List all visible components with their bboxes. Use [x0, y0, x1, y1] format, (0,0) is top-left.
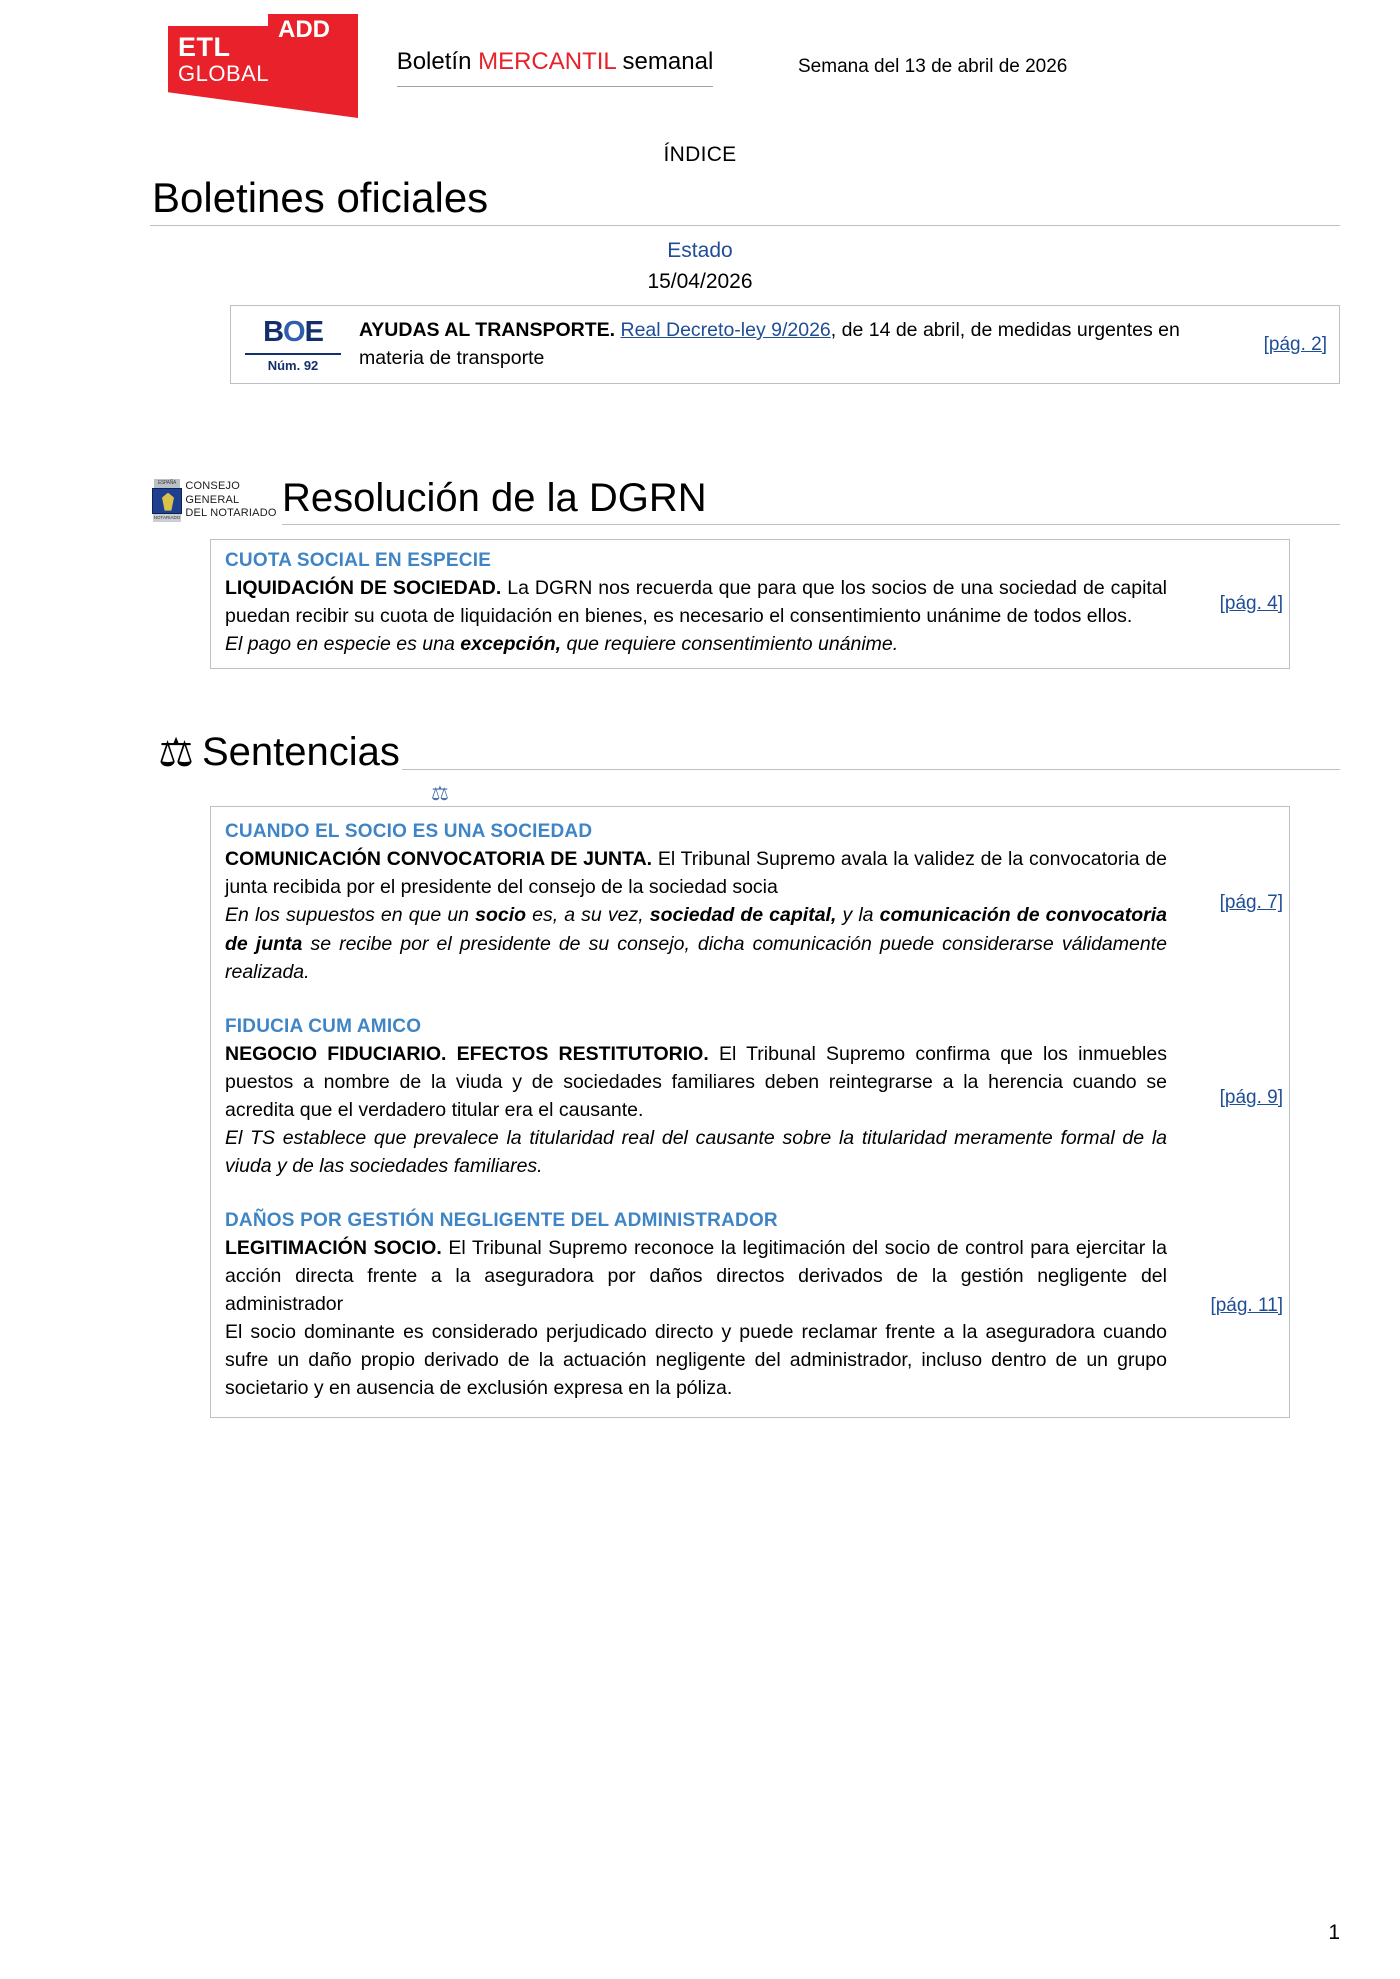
bulletin-title-prefix: Boletín [396, 48, 479, 75]
bulletin-week: Semana del 13 de abril de 2026 [798, 56, 1068, 77]
dgrn-note-bold: excepción, [460, 633, 562, 656]
bulletin-title-wrap [360, 18, 750, 87]
boletines-scope: Estado [667, 239, 733, 263]
section-header-dgrn [0, 476, 1400, 525]
sentencia-page-link[interactable]: [pág. 7] [1219, 892, 1283, 914]
bulletin-title-mid: MERCANTIL [478, 48, 616, 75]
boe-entry-lead: AYUDAS AL TRANSPORTE. [359, 319, 616, 342]
document-header [0, 0, 1400, 123]
sentencia-lead: LEGITIMACIÓN SOCIO. [225, 1237, 442, 1260]
sentencia-page-link[interactable]: [pág. 11] [1210, 1295, 1283, 1317]
sentencia-lead: COMUNICACIÓN CONVOCATORIA DE JUNTA. [225, 848, 653, 871]
sentencia-kicker: FIDUCIA CUM AMICO [225, 1015, 422, 1037]
scales-icon-small: ⚖ [431, 783, 449, 806]
sentencia-item-body [225, 821, 1167, 985]
logo-etl-text: ETL [178, 32, 231, 62]
scales-icon: ⚖ [158, 731, 194, 776]
section-title-dgrn: Resolución de la DGRN [282, 476, 1340, 525]
boletines-date: 15/04/2026 [647, 269, 753, 293]
dgrn-entry-summary [225, 574, 1167, 630]
boe-entry-box[interactable] [230, 305, 1340, 384]
dgrn-entry-page-link[interactable]: [pág. 4] [1219, 593, 1283, 615]
dgrn-note-pre: El pago en especie es una [225, 633, 461, 656]
sentencia-item-body [225, 1210, 1167, 1402]
sentencia-item[interactable] [225, 1210, 1283, 1402]
shield-icon [150, 479, 179, 523]
bulletin-title-suffix: semanal [615, 48, 714, 75]
sentencia-note-f: comunicación de convocatoria de junta [225, 904, 1168, 955]
section-title-sentencias: Sentencias [202, 730, 400, 775]
notariado-line-2: DEL NOTARIADO [185, 507, 277, 520]
sentencia-note-d: sociedad de capital, [649, 904, 837, 927]
sentencia-note-e: y la [836, 904, 880, 927]
section-header-sentencias [0, 731, 1400, 775]
sentencia-note-c: es, a su vez, [526, 904, 650, 927]
dgrn-entry-kicker: CUOTA SOCIAL EN ESPECIE [225, 550, 492, 572]
section-rule-sentencias [402, 736, 1340, 770]
boe-entry-link[interactable]: Real Decreto-ley 9/2026 [620, 319, 831, 342]
dgrn-entry-box[interactable] [210, 539, 1290, 669]
boe-mark-right: E [304, 316, 323, 349]
sentencia-item[interactable] [225, 821, 1283, 985]
sentencia-summary-text: El Tribunal Supremo confirma que los inmuebles puestos a nombre de la viuda y de sociedades familiares deben reintegrarse a la herencia cuando se acredita que el verdadero titular era el causante. [225, 1042, 1167, 1121]
page-number: 1 [1328, 1921, 1340, 1944]
logo-add-text: ADD [278, 16, 330, 43]
sentencia-summary [225, 845, 1167, 901]
logo-global-text: GLOBAL [178, 61, 270, 86]
shield-body [152, 488, 182, 514]
consejo-notariado-logo [150, 479, 282, 523]
sentencia-note-a: En los supuestos en que un [225, 904, 476, 927]
dgrn-entry-lead: LIQUIDACIÓN DE SOCIEDAD. [225, 577, 502, 600]
sentencia-item[interactable] [225, 1016, 1283, 1180]
boe-entry-page-link[interactable]: [pág. 2] [1263, 333, 1327, 355]
sentencia-summary-text: El Tribunal Supremo avala la validez de la convocatoria de junta recibida por el presidente del consejo de la sociedad socia [225, 848, 1167, 899]
section-boletines [0, 175, 1400, 226]
sentencia-note-g: se recibe por el presidente de su consejo, dicha comunicación puede considerarse válidamente realizada. [225, 932, 1167, 983]
sentencia-lead: NEGOCIO FIDUCIARIO. EFECTOS RESTITUTORIO. [225, 1042, 709, 1065]
boe-number: Núm. 92 [245, 353, 341, 373]
sentencia-note: El TS establece que prevalece la titularidad real del causante sobre la titularidad meramente formal de la viuda y de las sociedades familiares. [225, 1126, 1167, 1177]
sentencia-note-b: socio [475, 904, 527, 927]
sentencia-summary-text: El Tribunal Supremo reconoce la legitimación del socio de control para ejercitar la acción directa frente a la aseguradora por daños directos derivados de la gestión negligente del administrador [225, 1237, 1167, 1316]
shield-bottom-label: NOTARIADO [153, 514, 181, 520]
dgrn-note-post: que requiere consentimiento unánime. [561, 633, 899, 656]
sentencia-note: El socio dominante es considerado perjudicado directo y puede reclamar frente a la aseguradora cuando sufre un daño propio derivado de la actuación negligente del administrador, incluso dentro de un grupo societario y en ausencia de exclusión expresa en la póliza. [225, 1321, 1167, 1400]
dgrn-entry-summary-text: La DGRN nos recuerda que para que los socios de una sociedad de capital puedan recibir su cuota de liquidación en bienes, es necesario el consentimiento unánime de todos ellos. [225, 577, 1167, 628]
sentencias-box [210, 806, 1290, 1417]
etl-global-add-logo [150, 18, 360, 123]
sentencia-kicker: DAÑOS POR GESTIÓN NEGLIGENTE DEL ADMINISTRADOR [225, 1210, 778, 1232]
boe-wordmark [245, 318, 341, 347]
dgrn-entry-note [225, 630, 1167, 658]
sentencia-kicker: CUANDO EL SOCIO ES UNA SOCIEDAD [225, 821, 593, 843]
sentencia-summary [225, 1040, 1167, 1124]
sentencia-page-link[interactable]: [pág. 9] [1219, 1086, 1283, 1108]
boe-entry-text [359, 316, 1201, 372]
section-title-boletines: Boletines oficiales [150, 175, 1340, 226]
notariado-logo-text [185, 480, 282, 521]
sentencia-summary [225, 1234, 1167, 1318]
dgrn-entry-body [225, 550, 1167, 658]
sentencia-item-body [225, 1016, 1167, 1180]
boe-logo [245, 316, 341, 373]
boe-mark-left: B [263, 316, 284, 349]
boe-mark-mid: O [283, 316, 305, 349]
notariado-line-1: CONSEJO GENERAL [185, 479, 240, 506]
bulletin-title [397, 48, 714, 87]
sentencia-note [225, 901, 1167, 985]
boe-entry-rest: , de 14 de abril, de medidas urgentes en materia de transporte [359, 319, 1180, 369]
index-label: ÍNDICE [663, 143, 737, 166]
shield-top-label: ESPAÑA [154, 479, 180, 488]
boletines-scope-block [0, 236, 1400, 297]
